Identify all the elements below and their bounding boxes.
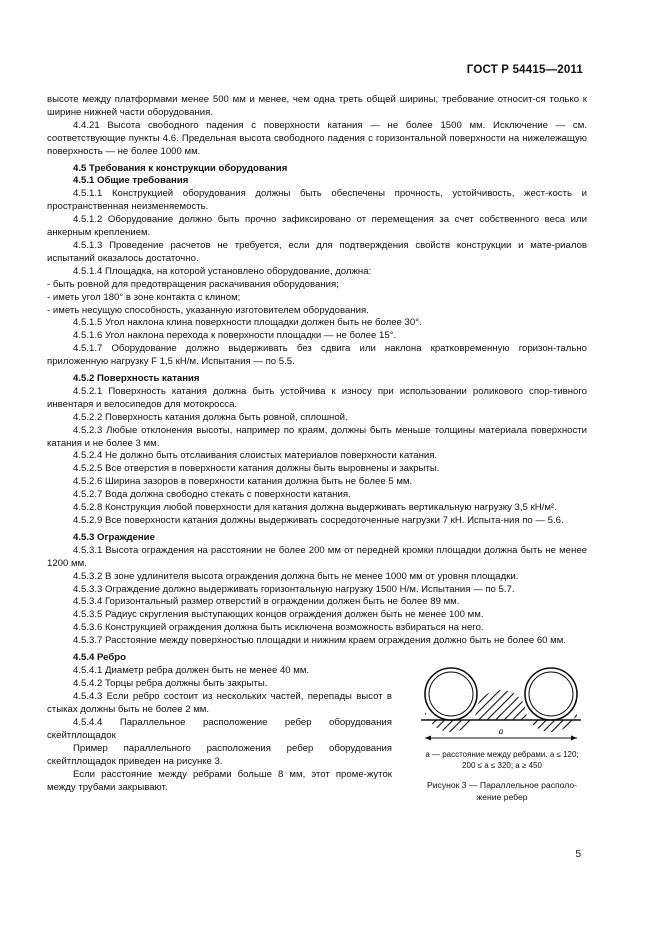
clause: 4.5.3.1 Высота ограждения на расстоянии не более 200 мм от передней кромки площадки должна быть не менее 1200 мм.: [47, 544, 587, 569]
dimension-label: a: [498, 726, 504, 737]
figure-3: [417, 662, 587, 803]
clause: 4.5.1.1 Конструкцией оборудования должны быть обеспечены прочность, устойчивость, жест-кость и пространственная неизменяемость.: [47, 188, 587, 213]
dimension-arrow-left: [425, 736, 431, 741]
clause: 4.5.1.2 Оборудование должно быть прочно зафиксировано от перемещения за счет собственного веса или анкерным креплением.: [47, 214, 587, 239]
clause: 4.5.2.9 Все поверхности катания должны выдерживать сосредоточенные нагрузки 7 кН. Испыта-ния по — 5.6.: [73, 515, 564, 526]
rib-tube-left: [425, 668, 477, 720]
clause: 4.5.4.4 Параллельное расположение ребер оборудования скейтплощадок: [47, 716, 392, 741]
figure-legend-line: 200 ≤ a ≤ 320; a ≥ 450: [462, 760, 542, 770]
clause: 4.5.2.3 Любые отклонения высоты, например по краям, должны быть меньше толщины материала поверхности катания и не более 3 мм.: [47, 424, 587, 449]
figure-title: [417, 779, 587, 803]
paragraph: Если расстояние между ребрами больше 8 мм, этот проме-жуток между трубами закрывают.: [47, 769, 392, 794]
rib-tube-right: [525, 668, 577, 720]
paragraph: Пример параллельного расположения ребер оборудования скейтплощадок приведен на рисунке 3.: [47, 743, 392, 768]
paragraph: 4.4.21 Высота свободного падения с поверхности катания — не более 1500 мм. Исключение — см. соответствующие пункты 4.6. Предельная высота свободного падения с горизонтальной поверхности на нижележащую поверхность — не более 1000 мм.: [47, 119, 587, 157]
subsection-heading: 4.5.3 Ограждение: [73, 531, 155, 543]
parallel-ribs-diagram: [417, 662, 587, 744]
list-item: - иметь несущую способность, указанную изготовителем оборудования.: [47, 304, 369, 316]
figure-title-line: Рисунок 3 — Параллельное располо-: [426, 779, 578, 790]
clause: 4.5.1.3 Проведение расчетов не требуется, если для подтверждения свойств конструкции и мате-риалов испытаний оказалось достаточно.: [47, 239, 587, 264]
subsection-heading: 4.5.4 Ребро: [73, 652, 127, 664]
figure-legend: [417, 749, 587, 771]
clause: 4.5.3.7 Расстояние между поверхностью площадки и нижним краем ограждения должно быть не более 60 мм.: [73, 635, 567, 647]
clause: 4.5.1.5 Угол наклона клина поверхности площадки должен быть не более 30°.: [73, 317, 422, 329]
dimension-arrow-right: [571, 736, 577, 741]
clause: 4.5.3.5 Радиус скругления выступающих концов ограждения должен быть не менее 100 мм.: [73, 609, 484, 621]
paragraph: высоте между платформами менее 500 мм и менее, чем одна треть общей ширины, требование относит-ся только к ширине нижней части оборудования.: [47, 94, 587, 118]
clause: 4.5.2.5 Все отверстия в поверхности катания должны быть выровнены и закрыты.: [73, 463, 440, 475]
clause: 4.5.2.2 Поверхность катания должна быть ровной, сплошной.: [73, 411, 348, 423]
page-header: ГОСТ Р 54415—2011: [466, 64, 583, 76]
rib-section: [47, 652, 587, 802]
clause: 4.5.3.6 Конструкцией ограждения должна быть исключена возможность взбираться на него.: [73, 622, 484, 634]
rib-text-column: [47, 652, 392, 795]
clause: 4.5.2.6 Ширина зазоров в поверхности катания должна быть не более 5 мм.: [73, 476, 413, 488]
clause: 4.5.2.4 Не должно быть отслаивания слоистых материалов поверхности катания.: [73, 450, 438, 462]
clause: 4.5.3.4 Горизонтальный размер отверстий в ограждении должен быть не более 89 мм.: [73, 596, 460, 608]
section-heading: 4.5 Требования к конструкции оборудования: [73, 162, 288, 174]
page-number: 5: [575, 849, 581, 860]
clause: 4.5.2.1 Поверхность катания должна быть устойчива к износу при использовании роликового спор-тивного инвентаря и велосипедов для мотокросса.: [47, 385, 587, 410]
figure-legend-line: a — расстояние между ребрами. a ≤ 120;: [425, 749, 579, 759]
list-item: - быть ровной для предотвращения раскачивания оборудования;: [47, 278, 339, 290]
clause: 4.5.3.3 Ограждение должно выдерживать горизонтальную нагрузку 1500 Н/м. Испытания — по 5.7.: [73, 583, 515, 595]
clause: 4.5.4.2 Торцы ребра должны быть закрыты.: [73, 677, 268, 689]
list-item: - иметь угол 180° в зоне контакта с клином;: [47, 291, 241, 303]
clause: 4.5.3.2 В зоне удлинителя высота ограждения должна быть не менее 1000 мм от уровня площадки.: [73, 570, 519, 582]
clause: 4.5.4.3 Если ребро состоит из нескольких частей, перепады высот в стыках должны быть не более 2 мм.: [47, 690, 392, 715]
figure-title-line: жение ребер: [476, 791, 528, 802]
document-body: [47, 94, 587, 802]
subsection-heading: 4.5.1 Общие требования: [73, 175, 189, 187]
subsection-heading: 4.5.2 Поверхность катания: [73, 373, 200, 385]
clause: 4.5.1.7 Оборудование должно выдерживать без сдвига или наклона кратковременную горизон-тально приложенную нагрузку F 1,5 кН/м. Испытания — по 5.5.: [47, 343, 587, 368]
clause: 4.5.2.7 Вода должна свободно стекать с поверхности катания.: [73, 489, 351, 501]
clause: 4.5.4.1 Диаметр ребра должен быть не менее 40 мм.: [73, 664, 310, 676]
clause: 4.5.1.4 Площадка, на которой установлено оборудование, должна:: [73, 265, 372, 277]
clause: 4.5.2.8 Конструкция любой поверхности для катания должна выдерживать вертикальную нагрузку 3,5 кН/м².: [73, 502, 557, 514]
clause: 4.5.1.6 Угол наклона перехода к поверхности площадки — не более 15°.: [73, 330, 397, 342]
